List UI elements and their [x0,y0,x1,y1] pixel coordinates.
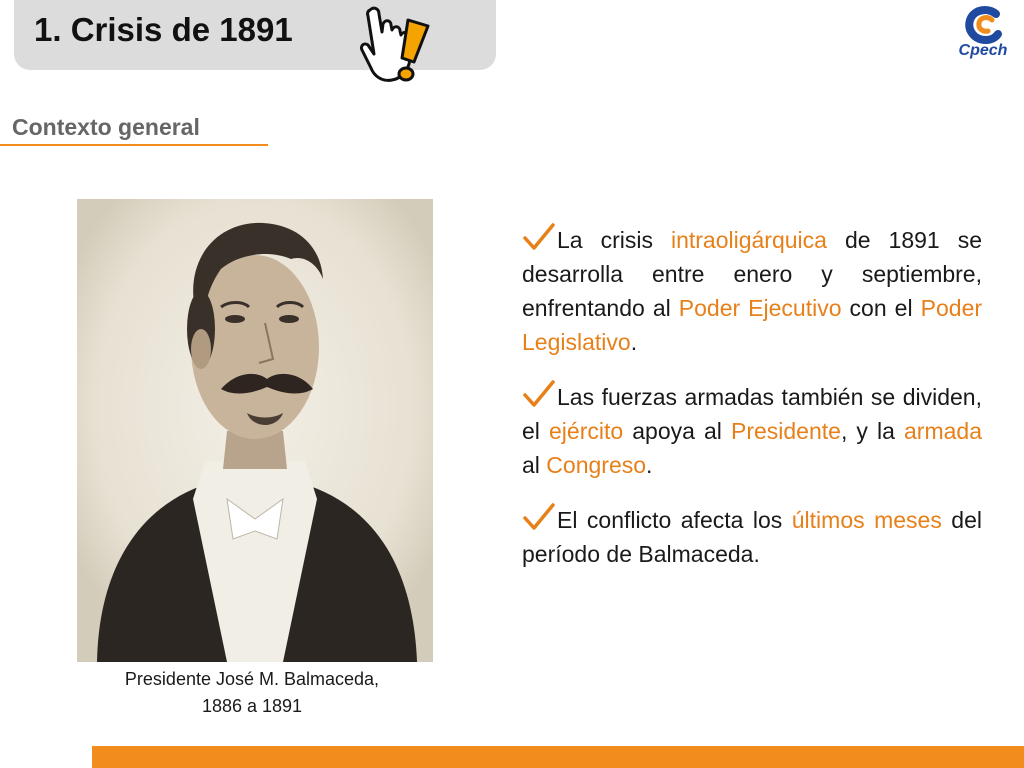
pointing-hand-alert-icon [356,2,436,86]
bullet-text: apoya al [623,418,731,444]
cpech-logo [948,6,1018,64]
bullet-text: , y la [840,418,905,444]
bullet-text: Las fuerzas armadas también se dividen, el [522,384,982,444]
bullet-highlight: armada [904,418,982,444]
bullet-list [522,222,982,571]
bullet-highlight: intraoligárquica [670,227,827,253]
bullet-text: de 1891 se desarrolla entre enero y septiembre, enfrentando al [522,227,982,321]
bullet-highlight: Congreso [546,452,647,478]
bullet-highlight: ejército [549,418,624,444]
bullet-text: . [630,329,638,355]
logo-text: Cpech [958,42,1008,59]
checkmark-icon [522,379,556,409]
caption-line-1: Presidente José M. Balmaceda, [124,669,380,689]
checkmark-icon [522,502,556,532]
bullet-text: . [646,452,653,478]
bullet-highlight: Poder Ejecutivo [678,295,842,321]
section-subtitle: Contexto general [12,114,200,140]
bullet-text: La crisis [557,227,671,253]
bullet-text: con el [841,295,921,321]
bullet-highlight: Presidente [730,418,841,444]
bullet-highlight: Poder Legislativo [522,295,983,355]
bullet-highlight: últimos meses [791,507,942,533]
portrait-caption [62,666,442,720]
footer-bar [92,746,1024,768]
subtitle-underline [0,144,268,146]
bullet-text: El conflicto afecta los [557,507,792,533]
bullet-text: del período de Balmaceda. [522,507,982,567]
bullet-item [522,502,982,571]
bullet-item [522,222,982,359]
portrait-photo [77,199,433,662]
bullet-item [522,379,982,482]
checkmark-icon [522,222,556,252]
caption-line-2: 1886 a 1891 [201,696,303,716]
cpech-logo-mark-icon [948,6,1018,44]
bullet-text: al [522,452,547,478]
slide-title: 1. Crisis de 1891 [34,11,293,48]
